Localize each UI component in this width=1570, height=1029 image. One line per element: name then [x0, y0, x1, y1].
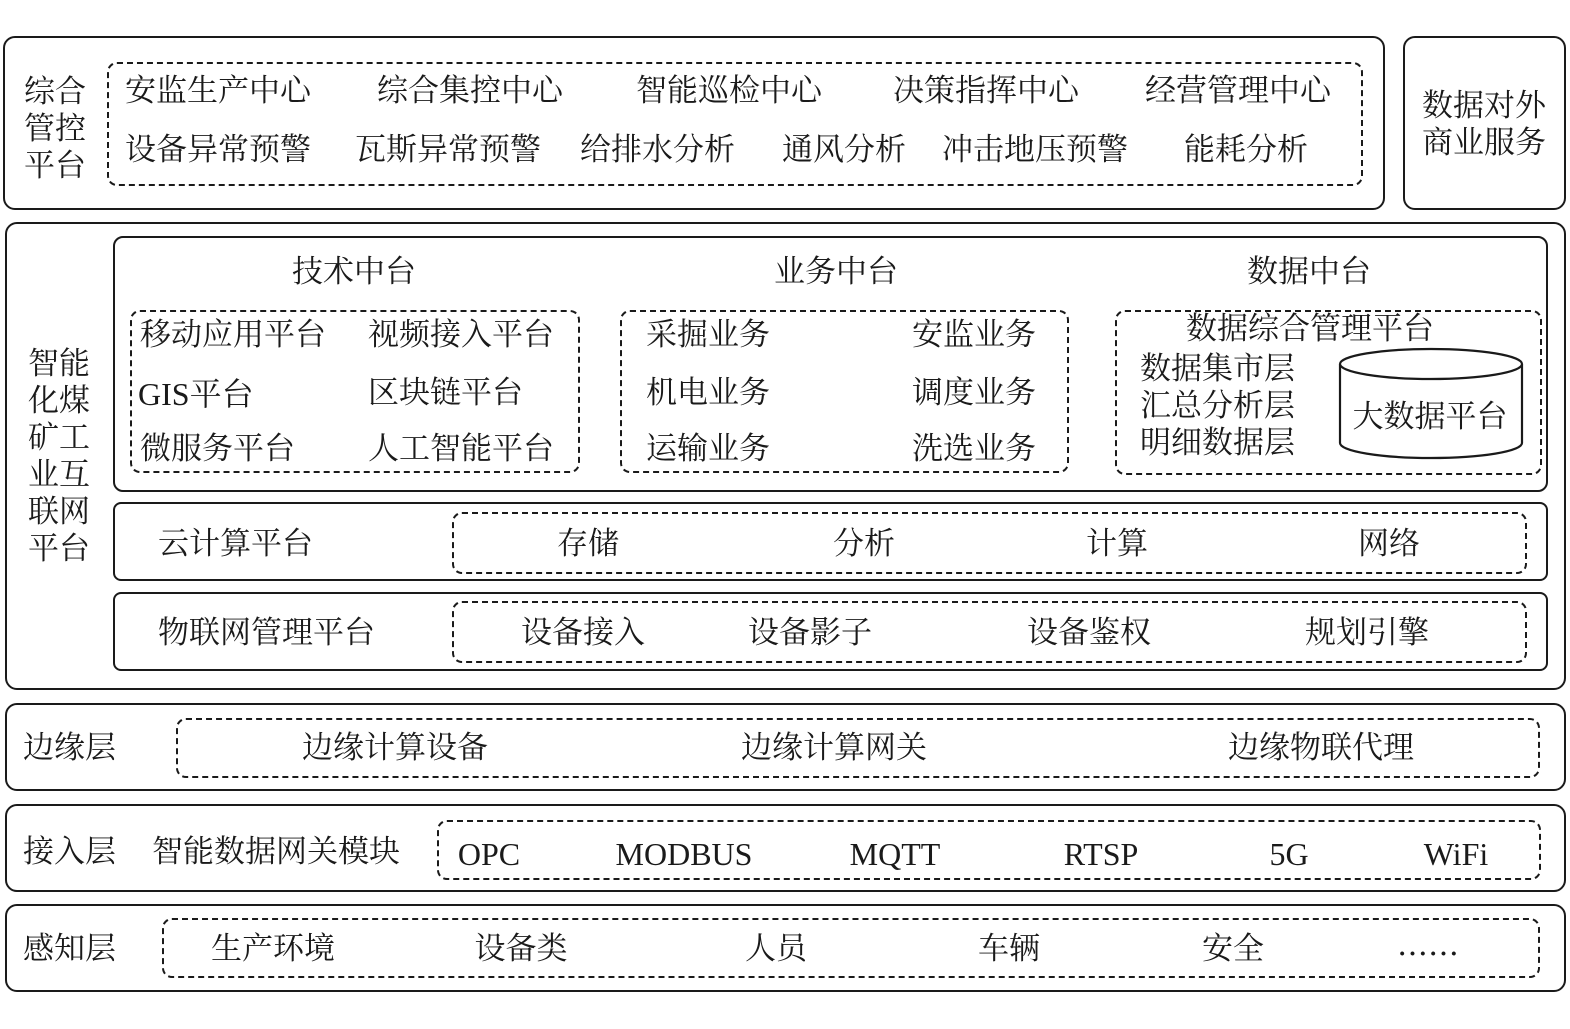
perception-layer-label: 感知层 — [23, 931, 116, 967]
center-smart-inspection: 智能巡检中心 — [636, 73, 822, 109]
data-mart-layer: 数据集市层 — [1140, 351, 1295, 387]
center-integrated-control: 综合集控中心 — [377, 73, 563, 109]
detail-data-layer: 明细数据层 — [1140, 425, 1295, 461]
data-management-platform-title: 数据综合管理平台 — [1186, 311, 1434, 347]
protocol-modbus: MODBUS — [615, 836, 753, 872]
cloud-network: 网络 — [1358, 526, 1420, 562]
iot-device-access: 设备接入 — [521, 615, 645, 651]
edge-computing-device: 边缘计算设备 — [302, 730, 488, 766]
edge-iot-agent: 边缘物联代理 — [1228, 730, 1414, 766]
protocol-opc: OPC — [457, 836, 521, 872]
protocol-mqtt: MQTT — [849, 836, 941, 872]
analysis-ventilation: 通风分析 — [782, 132, 906, 168]
business-transport: 运输业务 — [646, 431, 770, 467]
tech-video-access-platform: 视频接入平台 — [368, 317, 554, 353]
perception-production-environment: 生产环境 — [211, 931, 335, 967]
edge-computing-gateway: 边缘计算网关 — [741, 730, 927, 766]
business-dispatch: 调度业务 — [912, 375, 1036, 411]
access-layer-label: 接入层 — [23, 834, 116, 870]
perception-equipment: 设备类 — [474, 931, 568, 967]
cloud-computing-label: 云计算平台 — [158, 526, 313, 562]
center-operation-management: 经营管理中心 — [1145, 73, 1331, 109]
iot-rule-engine: 规划引擎 — [1305, 615, 1429, 651]
iot-management-label: 物联网管理平台 — [158, 615, 375, 651]
edge-layer-label: 边缘层 — [23, 730, 116, 766]
iot-device-shadow: 设备影子 — [748, 615, 872, 651]
iot-device-auth: 设备鉴权 — [1027, 615, 1151, 651]
tech-ai-platform: 人工智能平台 — [368, 431, 554, 467]
data-middle-title: 数据中台 — [1247, 254, 1371, 290]
business-washing: 洗选业务 — [912, 431, 1036, 467]
tech-microservice-platform: 微服务平台 — [140, 431, 295, 467]
external-business-service-label: 数据对外商业服务 — [1422, 88, 1546, 161]
cloud-storage: 存储 — [557, 526, 619, 562]
business-middle-title: 业务中台 — [774, 254, 898, 290]
analysis-energy: 能耗分析 — [1184, 132, 1308, 168]
analysis-gas-warning: 瓦斯异常预警 — [355, 132, 541, 168]
perception-vehicle: 车辆 — [978, 931, 1040, 967]
protocol-wifi: WiFi — [1423, 836, 1489, 872]
cloud-compute: 计算 — [1086, 526, 1148, 562]
bigdata-platform-label: 大数据平台 — [1352, 399, 1508, 435]
tech-blockchain-platform: 区块链平台 — [368, 375, 523, 411]
business-mining: 采掘业务 — [646, 317, 770, 353]
analysis-equipment-warning: 设备异常预警 — [125, 132, 311, 168]
protocol-5g: 5G — [1269, 836, 1309, 872]
perception-ellipsis: …… — [1397, 927, 1459, 963]
summary-analysis-layer: 汇总分析层 — [1140, 388, 1295, 424]
perception-items-group — [162, 918, 1540, 978]
perception-personnel: 人员 — [745, 931, 807, 967]
cloud-analysis: 分析 — [833, 526, 895, 562]
center-safety-production: 安监生产中心 — [125, 73, 311, 109]
protocol-rtsp: RTSP — [1063, 836, 1139, 872]
smart-data-gateway-module: 智能数据网关模块 — [152, 834, 400, 870]
protocol-group — [437, 820, 1541, 880]
tech-middle-title: 技术中台 — [292, 254, 416, 290]
iiot-platform-label: 智能化煤矿工业互联网平台 — [28, 346, 90, 567]
center-decision-command: 决策指挥中心 — [893, 73, 1079, 109]
tech-mobile-app-platform: 移动应用平台 — [140, 317, 326, 353]
business-electromechanical: 机电业务 — [646, 375, 770, 411]
analysis-rockburst-warning: 冲击地压预警 — [942, 132, 1128, 168]
business-safety: 安监业务 — [912, 317, 1036, 353]
analysis-water-drainage: 给排水分析 — [580, 132, 735, 168]
tech-gis-platform: GIS平台 — [138, 376, 254, 412]
integrated-control-platform-label: 综合管控平台 — [24, 74, 86, 184]
perception-safety: 安全 — [1202, 931, 1264, 967]
